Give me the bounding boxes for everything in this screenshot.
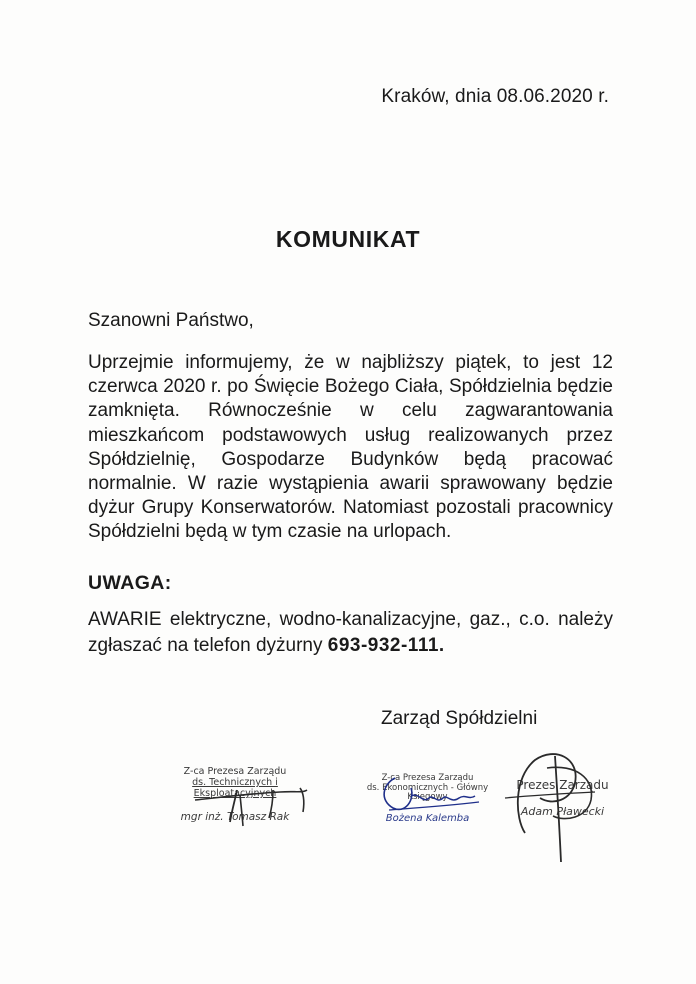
stamp-name: Adam Pławecki xyxy=(520,805,605,818)
body-line: zamknięta. Równocześnie w celu zagwarantowania xyxy=(88,400,613,422)
signature-plawecki xyxy=(495,738,615,868)
notice-heading: UWAGA: xyxy=(88,572,172,594)
body-line: czerwca 2020 r. po Święcie Bożego Ciała, Spółdzielnia będzie xyxy=(88,376,613,398)
body-line: mieszkańcom podstawowych usług realizowanych przez xyxy=(88,424,613,446)
letter-body xyxy=(88,351,613,545)
body-line: Uprzejmie informujemy, że w najbliższy piątek, to jest 12 xyxy=(88,352,613,373)
letter-title: KOMUNIKAT xyxy=(275,226,421,252)
signature-kalemba xyxy=(375,770,485,820)
body-line: Spółdzielnię, Gospodarze Budynków będą pracować xyxy=(88,448,613,470)
salutation: Szanowni Państwo, xyxy=(88,310,254,331)
stamp-name: Bożena Kalemba xyxy=(385,812,470,824)
body-line: dyżur Grupy Konserwatorów. Natomiast pozostali pracownicy xyxy=(88,497,613,519)
stamp-title: ds. Technicznych i Eksploatacyjnych xyxy=(192,777,278,799)
body-line: normalnie. W razie wystąpienia awarii sprawowany będzie xyxy=(88,473,613,495)
notice-line-prefix: zgłaszać na telefon dyżurny xyxy=(88,635,328,656)
letter-date: Kraków, dnia 08.06.2020 r. xyxy=(381,86,609,107)
body-line: Spółdzielni będą w tym czasie na urlopach. xyxy=(88,521,452,543)
stamp-title: ds. Ekonomicznych - Główny Księgowy xyxy=(366,782,489,802)
emergency-phone: 693-932-111. xyxy=(327,635,445,656)
signature-rak xyxy=(185,770,335,840)
notice-text xyxy=(88,607,613,659)
stamp-title: Prezes Zarządu xyxy=(516,778,609,792)
notice-line: AWARIE elektryczne, wodno-kanalizacyjne, gaz., c.o. należy xyxy=(88,609,613,630)
board-signature-label: Zarząd Spółdzielni xyxy=(381,708,538,729)
stamp-name: mgr inż. Tomasz Rak xyxy=(180,811,290,823)
stamp-title: Z-ca Prezesa Zarządu xyxy=(183,766,287,777)
stamp-title: Z-ca Prezesa Zarządu xyxy=(381,773,474,783)
